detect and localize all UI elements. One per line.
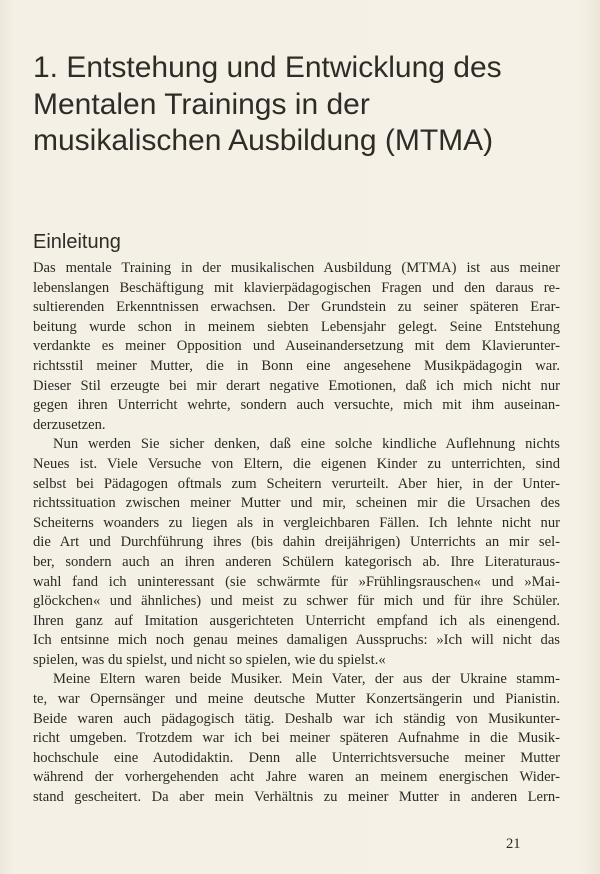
text-line: lebenslangen Beschäftigung mit klavierpädagogischen Fragen und den daraus re- bbox=[33, 279, 560, 296]
text-line: richtssituation zwischen meiner Mutter und mir, scheinen mir die Ursachen des bbox=[33, 495, 560, 512]
text-line: stand gescheitert. Da aber mein Verhältnis zu meiner Mutter in anderen Lern- bbox=[33, 789, 560, 806]
text-line: richt umgeben. Trotzdem war ich bei meiner späteren Aufnahme in die Musik- bbox=[33, 730, 560, 747]
chapter-title-line: musikalischen Ausbildung (MTMA) bbox=[33, 124, 494, 157]
text-line: beitung wurde schon in meinem siebten Lebensjahr gelegt. Seine Entstehung bbox=[33, 318, 560, 335]
text-line: derzusetzen. bbox=[33, 416, 106, 433]
chapter-title-line: Mentalen Trainings in der bbox=[33, 87, 370, 121]
text-line: glöckchen« und ähnliches) und meist zu schwer für mich und für ihre Schüler. bbox=[33, 593, 560, 610]
body-text bbox=[33, 259, 560, 808]
text-line: selbst bei Pädagogen oftmals zum Scheitern verurteilt. Aber hier, in der Unter- bbox=[33, 475, 560, 492]
text-line: wahl fand ich uninteressant (sie schwärmte für »Frühlingsrauschen« und »Mai- bbox=[33, 573, 560, 590]
text-line: Ihren ganz auf Imitation ausgerichteten Unterricht empfand ich als einengend. bbox=[33, 612, 560, 629]
text-line: verdankte es meiner Opposition und Auseinandersetzung mit dem Klavierunter- bbox=[33, 338, 560, 355]
text-line: Scheiterns woanders zu liegen als in vergleichbaren Fällen. Ich lehnte nicht nur bbox=[33, 514, 560, 531]
text-line: te, war Opernsänger und meine deutsche Mutter Konzertsängerin und Pianistin. bbox=[33, 691, 560, 708]
text-line: sultierenden Erkenntnissen erwachsen. Der Grundstein zu seiner späteren Erar- bbox=[33, 299, 560, 316]
text-line: gegen ihren Unterricht wehrte, sondern auch versuchte, mich mit ihm auseinan- bbox=[33, 397, 560, 414]
text-line: richtsstil meiner Mutter, die in Bonn eine angesehene Musikpädagogin war. bbox=[33, 357, 560, 374]
text-line: Das mentale Training in der musikalischen Ausbildung (MTMA) ist aus meiner bbox=[33, 260, 560, 276]
text-line: Beide waren auch pädagogisch tätig. Deshalb war ich ständig von Musikunter- bbox=[33, 710, 560, 727]
text-line: während der vorhergehenden acht Jahre waren an meinem energischen Wider- bbox=[33, 769, 560, 786]
text-line: Neues ist. Viele Versuche von Eltern, die eigenen Kinder zu unterrichten, sind bbox=[33, 455, 560, 472]
text-line: Dieser Stil erzeugte bei mir derart negative Emotionen, daß ich mich nicht nur bbox=[33, 377, 560, 394]
chapter-title-line: 1. Entstehung und Entwicklung des bbox=[33, 51, 502, 84]
text-line: ber, sondern auch an ihren anderen Schülern kategorisch ab. Ihre Literaturaus- bbox=[33, 553, 560, 570]
text-line: spielen, was du spielst, und nicht so spielen, wie du spielst.« bbox=[33, 651, 386, 668]
text-line: Ich entsinne mich noch genau meines damaligen Ausspruchs: »Ich will nicht das bbox=[33, 632, 560, 649]
chapter-title bbox=[33, 50, 573, 160]
text-line: Nun werden Sie sicher denken, daß eine solche kindliche Auflehnung nichts bbox=[53, 436, 560, 453]
section-heading: Einleitung bbox=[33, 231, 121, 253]
page-number: 21 bbox=[506, 836, 521, 852]
text-line: hochschule eine Autodidaktin. Denn alle Unterrichtsversuche meiner Mutter bbox=[33, 749, 560, 766]
text-line: Meine Eltern waren beide Musiker. Mein Vater, der aus der Ukraine stamm- bbox=[53, 671, 560, 688]
text-line: die Art und Durchführung ihres (bis dahin dreijährigen) Unterrichts an mir sel- bbox=[33, 534, 560, 551]
